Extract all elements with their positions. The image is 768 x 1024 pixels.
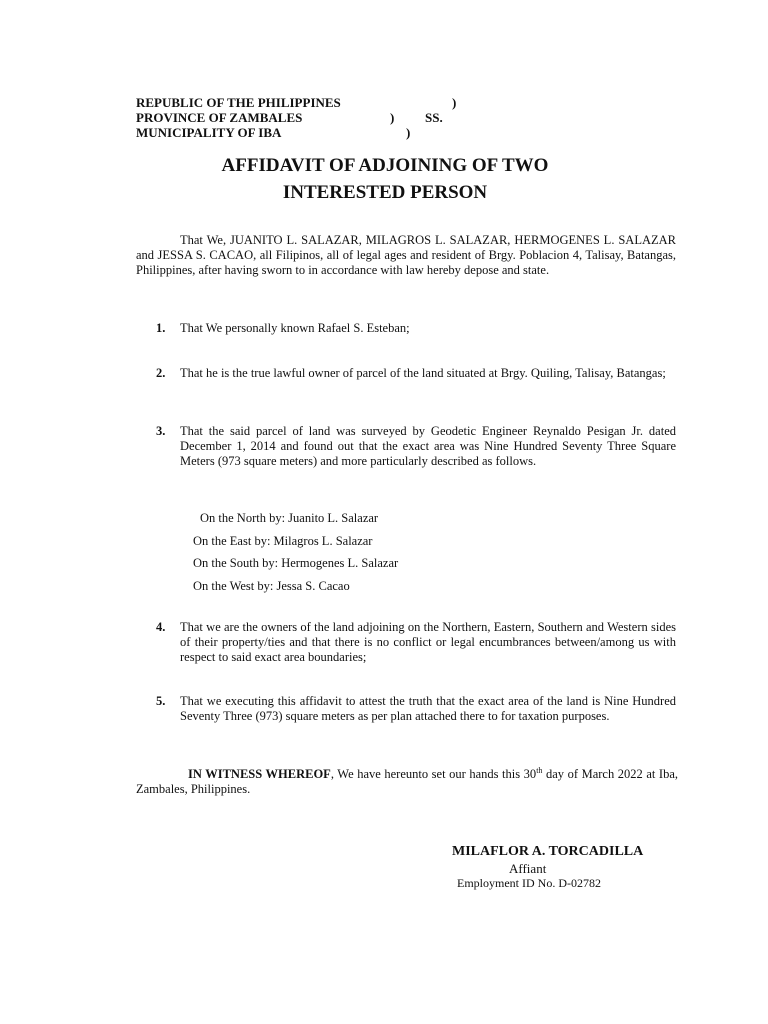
witness-day-suffix: th (536, 765, 543, 775)
list-item-3 (136, 424, 676, 469)
list-item-4 (136, 620, 676, 665)
venue-paren-3: ) (406, 125, 411, 140)
venue-ss: SS. (425, 110, 443, 125)
venue-republic: REPUBLIC OF THE PHILIPPINES (136, 95, 341, 110)
item-number: 2. (156, 366, 166, 380)
affiant-role: Affiant (509, 861, 547, 876)
document-title (136, 152, 634, 206)
list-item-1 (136, 321, 676, 336)
witness-text-1: , We have hereunto set our hands this 30 (330, 767, 537, 781)
item-number: 4. (156, 620, 166, 634)
item-text: That we are the owners of the land adjoining on the Northern, Eastern, Southern and Western sides of their property/ties and that there is no conflict or legal encumbrances between/among us with respect to said exact area boundaries; (180, 620, 676, 664)
venue-province: PROVINCE OF ZAMBALES (136, 110, 303, 125)
item-text: That We personally known Rafael S. Esteban; (180, 321, 410, 335)
list-item-5 (136, 694, 676, 724)
venue-paren-1: ) (452, 95, 457, 110)
item-text: That the said parcel of land was surveyed by Geodetic Engineer Reynaldo Pesigan Jr. dated December 1, 2014 and found out that the exact area was Nine Hundred Seventy Three Square Meters (973 square meters) and more particularly described as follows. (180, 424, 676, 468)
boundary-west: On the West by: Jessa S. Cacao (193, 578, 350, 593)
boundary-south: On the South by: Hermogenes L. Salazar (193, 556, 399, 570)
venue-row-3 (136, 125, 411, 140)
item-number: 3. (156, 424, 166, 438)
venue-municipality: MUNICIPALITY OF IBA (136, 125, 282, 140)
witness-text-2: day of March 2022 at Iba, Zambales, Philippines. (136, 767, 678, 796)
title-line-2: INTERESTED PERSON (282, 182, 488, 203)
employment-id: Employment ID No. D-02782 (457, 876, 601, 890)
venue-block (136, 95, 457, 140)
boundary-east: On the East by: Milagros L. Salazar (193, 533, 373, 548)
venue-row-1 (136, 95, 457, 110)
witness-lead: IN WITNESS WHEREOF (188, 767, 331, 781)
intro-paragraph (136, 233, 676, 278)
intro-text: That We, JUANITO L. SALAZAR, MILAGROS L. SALAZAR, HERMOGENES L. SALAZAR and JESSA S. CACAO, all Filipinos, all of legal ages and resident of Brgy. Poblacion 4, Talisay, Batangas, Philippines, after having sworn to in accordance with law hereby depose and state. (136, 233, 676, 277)
item-number: 5. (156, 694, 166, 708)
item-number: 1. (156, 321, 166, 335)
item-text: That he is the true lawful owner of parcel of the land situated at Brgy. Quiling, Talisay, Batangas; (180, 366, 666, 380)
signature-block (452, 843, 682, 891)
boundaries-list (193, 511, 398, 601)
venue-row-2 (136, 110, 443, 125)
venue-paren-2: ) (390, 110, 395, 125)
list-item-2 (136, 366, 676, 381)
witness-paragraph (136, 767, 678, 797)
boundary-north: On the North by: Juanito L. Salazar (200, 511, 379, 525)
affiant-name: MILAFLOR A. TORCADILLA (452, 844, 644, 859)
item-text: That we executing this affidavit to attest the truth that the exact area of the land is Nine Hundred Seventy Three (973) square meters as per plan attached there to for taxation purposes. (180, 694, 676, 723)
title-line-1: AFFIDAVIT OF ADJOINING OF TWO (221, 155, 549, 176)
